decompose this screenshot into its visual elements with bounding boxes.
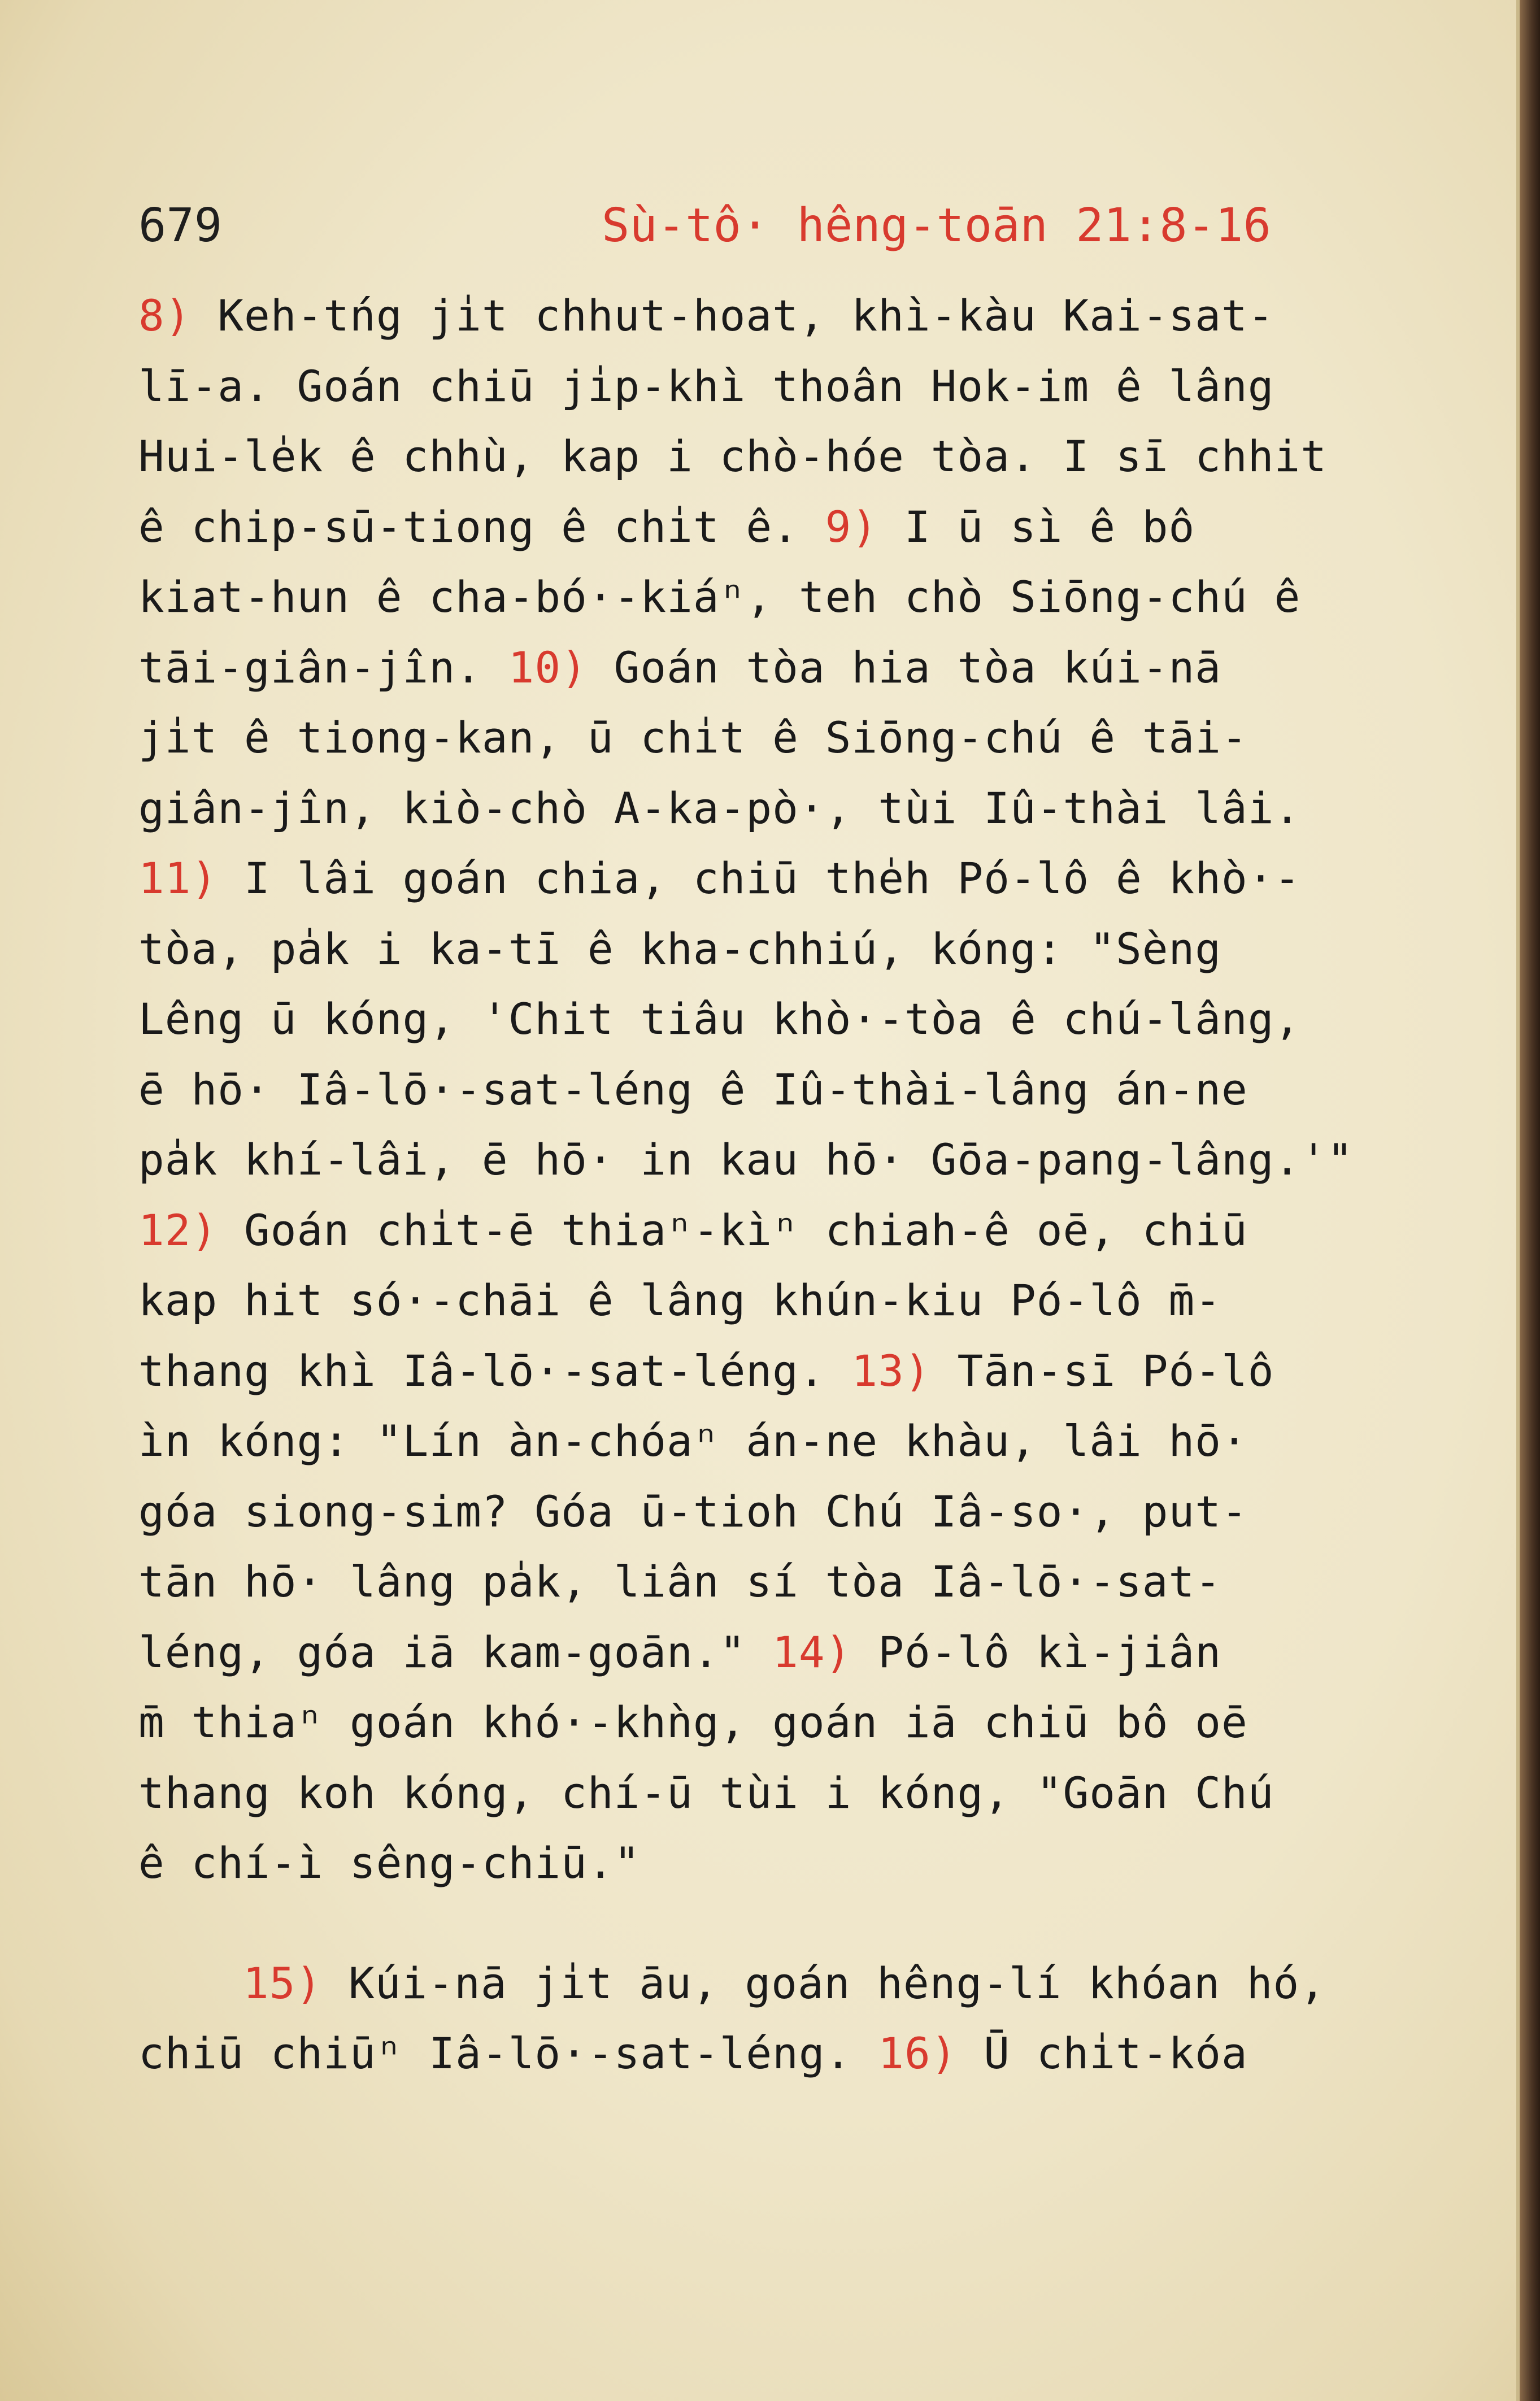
text-line (138, 1948, 1472, 2019)
line-text: Tān-sī Pó-lô (957, 1345, 1274, 1396)
text-line (138, 1195, 1472, 1266)
text-line (138, 562, 1472, 633)
text-line (138, 773, 1472, 844)
line-text: giân-jîn, kiò-chò A-ka-pò·, tùi Iû-thài lâi. (138, 782, 1301, 833)
line-text: ê chip-sū-tiong ê chı̍t ê. (138, 501, 799, 552)
line-text: Keh-tńg jı̍t chhut-hoat, khì-kàu Kai-sat- (217, 290, 1274, 341)
line-text: ìn kóng: "Lín àn-chóaⁿ án-ne khàu, lâi hō· (138, 1416, 1248, 1466)
text-line (138, 843, 1472, 914)
text-line (138, 1687, 1472, 1758)
verse-number: 14) (772, 1626, 852, 1677)
line-text: Hui-le̍k ê chhù, kap i chò-hóe tòa. I sī chhit (138, 431, 1328, 481)
line-text: léng, góa iā kam-goān." (138, 1626, 746, 1677)
text-line (138, 281, 1472, 351)
running-title: Sù-tô· hêng-toān 21:8-16 (602, 199, 1271, 253)
page-number: 679 (138, 199, 223, 253)
text-line (138, 1265, 1472, 1336)
line-text: tān hō· lâng pa̍k, liân sí tòa Iâ-lō·-sat- (138, 1556, 1221, 1607)
line-text: ē hō· Iâ-lō·-sat-léng ê Iû-thài-lâng án-ne (138, 1064, 1248, 1115)
text-line (138, 984, 1472, 1055)
verse-number: 10) (508, 642, 588, 693)
text-line (138, 1617, 1472, 1688)
line-text: I lâi goán chia, chiū the̍h Pó-lô ê khò·- (244, 853, 1301, 903)
text-line (138, 1477, 1472, 1547)
line-text: jı̍t ê tiong-kan, ū chı̍t ê Siōng-chú ê tāi- (138, 712, 1248, 763)
line-text: góa siong-sim? Góa ū-tioh Chú Iâ-so·, put- (138, 1486, 1248, 1537)
verse-number: 12) (138, 1204, 218, 1255)
line-text: Ū chı̍t-kóa (984, 2028, 1248, 2078)
line-text: Lêng ū kóng, 'Chit tiâu khò·-tòa ê chú-lâng, (138, 994, 1301, 1044)
line-text: m̄ thiaⁿ goán khó·-khǹg, goán iā chiū bô oē (138, 1697, 1248, 1747)
line-text: thang khì Iâ-lō·-sat-léng. (138, 1345, 825, 1396)
verse-number: 9) (825, 501, 878, 552)
verse-number: 11) (138, 853, 218, 903)
line-text: I ū sì ê bô (904, 501, 1195, 552)
verse-number: 15) (243, 1958, 323, 2008)
line-text: thang koh kóng, chí-ū tùi i kóng, "Goān Chú (138, 1767, 1274, 1818)
text-line (138, 703, 1472, 773)
text-line (138, 1055, 1472, 1125)
line-text: Goán chı̍t-ē thiaⁿ-kìⁿ chiah-ê oē, chiū (244, 1204, 1248, 1255)
line-text: Kúi-nā jı̍t āu, goán hêng-lí khóan hó, (349, 1958, 1326, 2008)
text-line (138, 351, 1472, 422)
line-text: Goán tòa hia tòa kúi-nā (614, 642, 1222, 693)
book-spine-edge (1520, 0, 1540, 2401)
line-text: tāi-giân-jîn. (138, 642, 482, 693)
line-text: pa̍k khí-lâi, ē hō· in kau hō· Gōa-pang-lâng.'" (138, 1134, 1354, 1185)
text-line (138, 1828, 1472, 1899)
line-text: lī-a. Goán chiū ji̍p-khì thoân Hok-im ê lâng (138, 360, 1274, 411)
text-line (138, 1336, 1472, 1407)
paragraph-gap (138, 1899, 1472, 1948)
verse-number: 16) (878, 2028, 958, 2078)
line-text: Pó-lô kì-jiân (878, 1626, 1222, 1677)
text-line (138, 633, 1472, 703)
text-line (138, 1125, 1472, 1195)
text-line (138, 2019, 1472, 2089)
text-line (138, 1758, 1472, 1829)
text-line (138, 1547, 1472, 1617)
line-text: kap hit só·-chāi ê lâng khún-kiu Pó-lô m̄- (138, 1275, 1221, 1325)
verse-number: 8) (138, 290, 192, 341)
line-text: kiat-hun ê cha-bó·-kiáⁿ, teh chò Siōng-chú ê (138, 572, 1301, 622)
line-text: chiū chiūⁿ Iâ-lō·-sat-léng. (138, 2028, 852, 2078)
text-line (138, 1406, 1472, 1477)
verse-number: 13) (851, 1345, 931, 1396)
line-text: tòa, pa̍k i ka-tī ê kha-chhiú, kóng: "Sèng (138, 923, 1221, 974)
text-line (138, 492, 1472, 563)
line-text: ê chí-ì sêng-chiū." (138, 1838, 641, 1888)
scripture-text (138, 281, 1472, 2089)
text-line (138, 914, 1472, 985)
text-line (138, 421, 1472, 492)
